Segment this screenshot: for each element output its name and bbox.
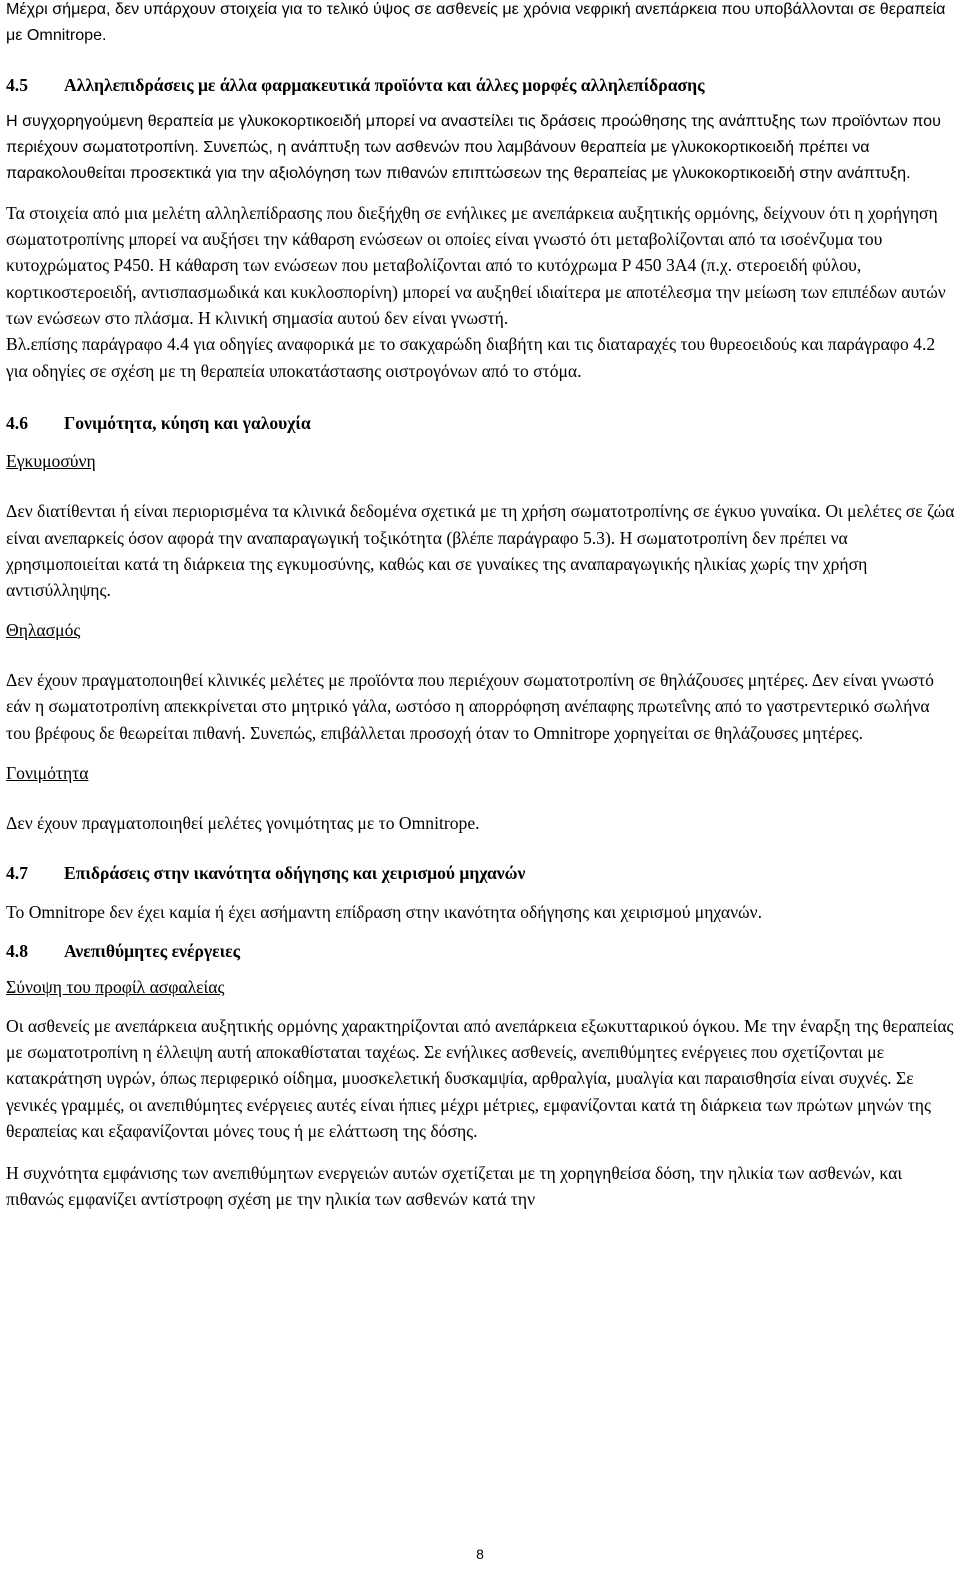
document-page [6, 0, 956, 1213]
section-4-6-heading [6, 410, 956, 436]
paragraph-1-part-b: Συνεπώς, η ανάπτυξη των ασθενών που λαμβάνουν θεραπεία με γλυκοκορτικοειδή πρέπει να παρακολουθείται προσεκτικά για την αξιολόγηση των πιθανών επιπτώσεων της θεραπείας με γλυκοκορτικοειδή στην ανάπτυξη. [6, 138, 911, 183]
section-4-5-heading [6, 72, 956, 98]
pregnancy-subheading: Εγκυμοσύνη [6, 451, 96, 472]
pregnancy-paragraph: Δεν διατίθενται ή είναι περιορισμένα τα κλινικά δεδομένα σχετικά με τη χρήση σωματοτροπίνης σε έγκυο γυναίκα. Οι μελέτες σε ζώα είναι ανεπαρκείς όσον αφορά την αναπαραγωγική τοξικότητα (βλέπε παράγραφο 5.3). Η σωματοτροπίνη δεν πρέπει να χρησιμοποιείται κατά τη διάρκεια της εγκυμοσύνης, καθώς και σε γυναίκες της αναπαραγωγικής ηλικίας χωρίς την χρήση αντισύλληψης. [6, 501, 955, 601]
section-4-8-number: 4.8 [6, 941, 28, 962]
section-4-5-paragraph-1 [6, 108, 956, 187]
fertility-subheading: Γονιμότητα [6, 762, 89, 783]
safety-summary-paragraph: Οι ασθενείς με ανεπάρκεια αυξητικής ορμόνης χαρακτηρίζονται από ανεπάρκεια εξωκυτταρικού όγκου. Με την έναρξη της θεραπείας με σωματοτροπίνη η έλλειψη αυτή αποκαθίσταται ταχέως. Σε ενήλικες ασθενείς, ανεπιθύμητες ενέργειες που σχετίζονται με κατακράτηση υγρών, όπως περιφερικό οίδημα, μυοσκελετική δυσκαμψία, αρθραλγία, μυαλγία και παραισθησία είναι συχνές. Σε γενικές γραμμές, οι ανεπιθύμητες ενέργειες αυτές είναι ήπιες μέχρι μέτριες, εμφανίζονται κατά τη διάρκεια των πρώτων μηνών της θεραπείας και εξαφανίζονται μόνες τους ή με ελάττωση της δόσης. [6, 1015, 954, 1141]
section-4-7-paragraph: Το Omnitrope δεν έχει καμία ή έχει ασήμαντη επίδραση στην ικανότητα οδήγησης και χειρισμού μηχανών. [6, 901, 762, 922]
section-4-5-paragraph-3: Βλ.επίσης παράγραφο 4.4 για οδηγίες αναφορικά με το σακχαρώδη διαβήτη και τις διαταραχές του θυρεοειδούς και παράγραφο 4.2 για οδηγίες σε σχέση με τη θεραπεία υποκατάστασης οιστρογόνων από το στόμα. [6, 334, 936, 381]
section-4-7-title: Επιδράσεις στην ικανότητα οδήγησης και χειρισμού μηχανών [64, 863, 526, 884]
section-4-5-paragraph-2: Τα στοιχεία από μια μελέτη αλληλεπίδρασης που διεξήχθη σε ενήλικες με ανεπάρκεια αυξητικής ορμόνης, δείχνουν ότι η χορήγηση σωματοτροπίνης μπορεί να αυξήσει την κάθαρση ενώσεων οι οποίες είναι γνωστό ότι μεταβολίζονται από τα ισοένζυμα του κυτοχρώματος P450. Η κάθαρση των ενώσεων που μεταβολίζονται από το κυτόχρωμα P 450 3A4 (π.χ. στεροειδή φύλου, κορτικοστεροειδή, αντισπασμωδικά και κυκλοσπορίνη) μπορεί να αυξηθεί ιδιαίτερα με αποτέλεσμα την μείωση των επιπέδων αυτών των ενώσεων στο πλάσμα. Η κλινική σημασία αυτού δεν είναι γνωστή. [6, 202, 946, 328]
page-number: 8 [476, 1546, 484, 1562]
section-4-5-title: Αλληλεπιδράσεις με άλλα φαρμακευτικά προϊόντα και άλλες μορφές αλληλεπίδρασης [64, 74, 705, 95]
section-4-6-title: Γονιμότητα, κύηση και γαλουχία [64, 412, 311, 433]
section-4-5-number: 4.5 [6, 74, 28, 95]
section-4-7-number: 4.7 [6, 863, 28, 884]
lactation-paragraph: Δεν έχουν πραγματοποιηθεί κλινικές μελέτες με προϊόντα που περιέχουν σωματοτροπίνη σε θηλάζουσες μητέρες. Δεν είναι γνωστό εάν η σωματοτροπίνη απεκκρίνεται στο μητρικό γάλα, ωστόσο η απορρόφηση ανέπαφης πρωτεΐνης από το γαστρεντερικό σωλήνα του βρέφους δε θεωρείται πιθανή. Συνεπώς, επιβάλλεται προσοχή όταν το Omnitrope χορηγείται σε θηλάζουσες μητέρες. [6, 669, 934, 743]
paragraph-1-part-a: Η συγχορηγούμενη θεραπεία με γλυκοκορτικοειδή μπορεί να αναστείλει τις δράσεις προώθησης της ανάπτυξης των προϊόντων που περιέχουν σωματοτροπίνη. [6, 111, 941, 157]
fertility-paragraph: Δεν έχουν πραγματοποιηθεί μελέτες γονιμότητας με το Omnitrope. [6, 813, 480, 834]
frequency-paragraph: Η συχνότητα εμφάνισης των ανεπιθύμητων ενεργειών αυτών σχετίζεται με τη χορηγηθείσα δόση, την ηλικία των ασθενών, και πιθανώς εμφανίζει αντίστροφη σχέση με την ηλικία των ασθενών κατά την [6, 1163, 903, 1210]
lactation-subheading: Θηλασμός [6, 619, 81, 640]
section-4-6-number: 4.6 [6, 412, 28, 433]
safety-summary-subheading: Σύνοψη του προφίλ ασφαλείας [6, 977, 225, 998]
intro-paragraph: Μέχρι σήμερα, δεν υπάρχουν στοιχεία για το τελικό ύψος σε ασθενείς με χρόνια νεφρική ανεπάρκεια που υποβάλλονται σε θεραπεία με Omnitrope. [6, 0, 946, 45]
section-4-7-heading [6, 860, 956, 886]
section-4-8-heading [6, 938, 956, 964]
section-4-8-title: Ανεπιθύμητες ενέργειες [64, 941, 241, 962]
